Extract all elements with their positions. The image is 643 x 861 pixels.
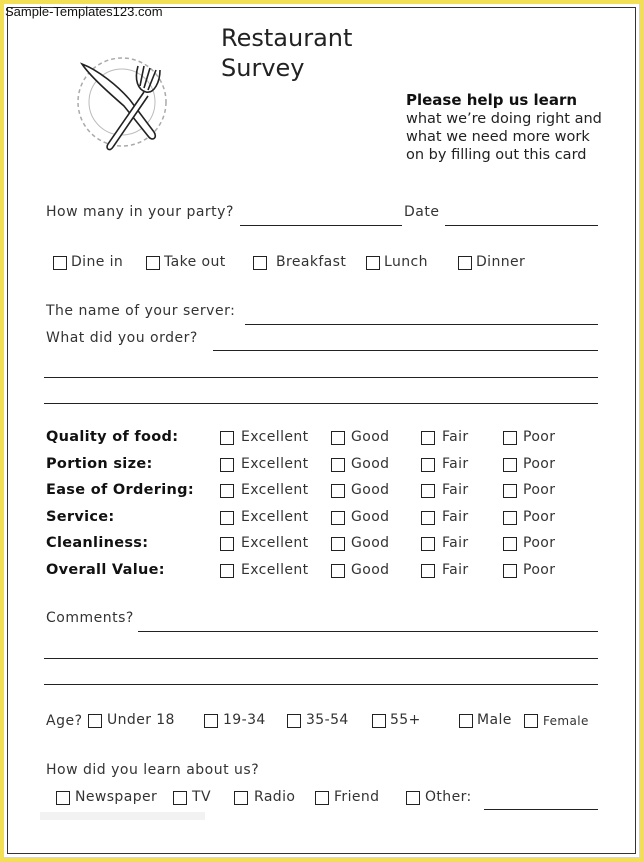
comments-field-line-3[interactable] (44, 684, 598, 685)
male-checkbox[interactable] (459, 714, 473, 728)
rating-option-label: Fair (442, 535, 469, 551)
rating-checkbox-poor[interactable] (503, 431, 517, 445)
rating-option-label: Good (351, 456, 390, 472)
rating-checkbox-fair[interactable] (421, 431, 435, 445)
rating-checkbox-fair[interactable] (421, 511, 435, 525)
watermark: Sample-Templates123.com (5, 4, 163, 19)
dine-in-label: Dine in (71, 254, 124, 270)
age-55-plus-checkbox[interactable] (372, 714, 386, 728)
age-55-plus-label: 55+ (390, 712, 421, 728)
rating-option-label: Poor (523, 509, 556, 525)
rating-option-label: Good (351, 562, 390, 578)
rating-checkbox-good[interactable] (331, 564, 345, 578)
intro-line-2: what we need more work (406, 129, 590, 145)
rating-option-label: Excellent (241, 535, 309, 551)
tv-label: TV (192, 789, 211, 805)
radio-label: Radio (254, 789, 296, 805)
rating-option-label: Fair (442, 509, 469, 525)
rating-option-label: Excellent (241, 562, 309, 578)
rating-option-label: Good (351, 482, 390, 498)
category-label: Cleanliness: (46, 535, 149, 551)
rating-checkbox-good[interactable] (331, 484, 345, 498)
other-field[interactable] (484, 809, 598, 810)
radio-checkbox[interactable] (234, 791, 248, 805)
rating-option-label: Good (351, 535, 390, 551)
tv-checkbox[interactable] (173, 791, 187, 805)
rating-checkbox-poor[interactable] (503, 484, 517, 498)
rating-option-label: Excellent (241, 429, 309, 445)
order-label: What did you order? (46, 330, 198, 346)
newspaper-checkbox[interactable] (56, 791, 70, 805)
rating-checkbox-good[interactable] (331, 511, 345, 525)
order-field-line-3[interactable] (44, 403, 598, 404)
rating-checkbox-fair[interactable] (421, 484, 435, 498)
other-label: Other: (425, 789, 472, 805)
order-field-line-2[interactable] (44, 377, 598, 378)
category-label: Quality of food: (46, 429, 179, 445)
rating-option-label: Poor (523, 535, 556, 551)
rating-option-label: Excellent (241, 509, 309, 525)
female-label: Female (543, 714, 589, 728)
breakfast-label: Breakfast (276, 254, 347, 270)
rating-checkbox-fair[interactable] (421, 458, 435, 472)
rating-checkbox-good[interactable] (331, 458, 345, 472)
dine-in-checkbox[interactable] (53, 256, 67, 270)
male-label: Male (477, 712, 512, 728)
rating-option-label: Poor (523, 562, 556, 578)
category-label: Service: (46, 509, 115, 525)
rating-option-label: Good (351, 429, 390, 445)
rating-option-label: Poor (523, 456, 556, 472)
age-19-34-label: 19-34 (223, 712, 266, 728)
rating-checkbox-excellent[interactable] (220, 458, 234, 472)
rating-option-label: Fair (442, 429, 469, 445)
other-checkbox[interactable] (406, 791, 420, 805)
rating-checkbox-good[interactable] (331, 537, 345, 551)
party-label: How many in your party? (46, 204, 234, 220)
lunch-label: Lunch (384, 254, 428, 270)
intro-line-1: what we’re doing right and (406, 111, 602, 127)
friend-checkbox[interactable] (315, 791, 329, 805)
date-field[interactable] (445, 225, 598, 226)
faint-watermark (40, 812, 205, 820)
category-label: Portion size: (46, 456, 153, 472)
rating-option-label: Poor (523, 429, 556, 445)
rating-checkbox-fair[interactable] (421, 537, 435, 551)
title-line-2: Survey (221, 54, 305, 82)
rating-checkbox-excellent[interactable] (220, 484, 234, 498)
age-under-18-checkbox[interactable] (88, 714, 102, 728)
dinner-checkbox[interactable] (458, 256, 472, 270)
comments-field-line-1[interactable] (138, 631, 598, 632)
comments-field-line-2[interactable] (44, 658, 598, 659)
intro-heading: Please help us learn (406, 91, 578, 109)
age-under-18-label: Under 18 (107, 712, 175, 728)
rating-checkbox-poor[interactable] (503, 564, 517, 578)
comments-label: Comments? (46, 610, 134, 626)
rating-checkbox-poor[interactable] (503, 458, 517, 472)
rating-option-label: Excellent (241, 482, 309, 498)
order-field-line-1[interactable] (213, 350, 598, 351)
rating-option-label: Excellent (241, 456, 309, 472)
lunch-checkbox[interactable] (366, 256, 380, 270)
rating-checkbox-fair[interactable] (421, 564, 435, 578)
take-out-label: Take out (164, 254, 226, 270)
title-line-1: Restaurant (221, 24, 353, 52)
take-out-checkbox[interactable] (146, 256, 160, 270)
server-label: The name of your server: (46, 303, 236, 319)
breakfast-checkbox[interactable] (253, 256, 267, 270)
age-label: Age? (46, 713, 83, 729)
rating-checkbox-good[interactable] (331, 431, 345, 445)
dinner-label: Dinner (476, 254, 526, 270)
learn-label: How did you learn about us? (46, 762, 260, 778)
rating-option-label: Fair (442, 456, 469, 472)
server-field[interactable] (245, 324, 598, 325)
rating-checkbox-excellent[interactable] (220, 537, 234, 551)
rating-checkbox-excellent[interactable] (220, 431, 234, 445)
rating-option-label: Fair (442, 562, 469, 578)
rating-option-label: Fair (442, 482, 469, 498)
rating-checkbox-poor[interactable] (503, 511, 517, 525)
newspaper-label: Newspaper (75, 789, 158, 805)
category-label: Overall Value: (46, 562, 165, 578)
rating-checkbox-poor[interactable] (503, 537, 517, 551)
rating-checkbox-excellent[interactable] (220, 564, 234, 578)
friend-label: Friend (334, 789, 380, 805)
rating-option-label: Good (351, 509, 390, 525)
category-label: Ease of Ordering: (46, 482, 194, 498)
date-label: Date (404, 204, 440, 220)
rating-option-label: Poor (523, 482, 556, 498)
rating-checkbox-excellent[interactable] (220, 511, 234, 525)
female-checkbox[interactable] (524, 714, 538, 728)
age-35-54-label: 35-54 (306, 712, 349, 728)
intro-line-3: on by filling out this card (406, 147, 587, 163)
knife-fork-plate-icon (68, 50, 176, 158)
age-19-34-checkbox[interactable] (204, 714, 218, 728)
party-field[interactable] (240, 225, 402, 226)
age-35-54-checkbox[interactable] (287, 714, 301, 728)
